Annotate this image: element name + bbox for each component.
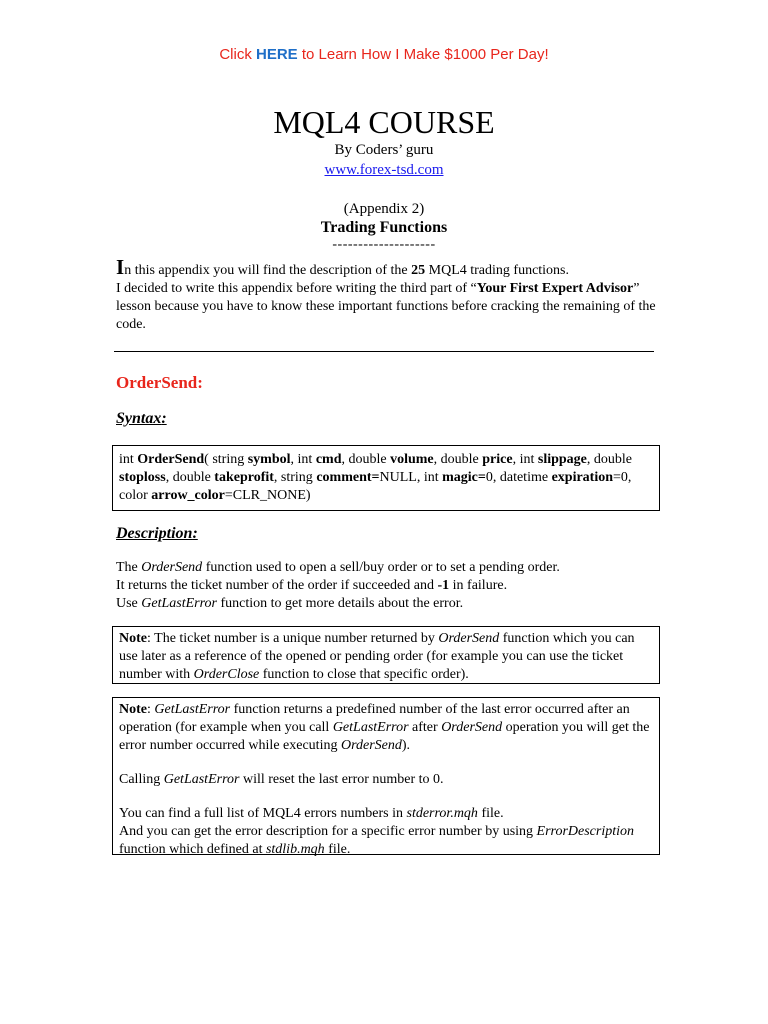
syntax-param: takeprofit: [214, 470, 274, 485]
note-text: function which defined at: [119, 842, 266, 857]
syntax-text: int: [119, 452, 138, 467]
desc-text: function to get more details about the error.: [217, 596, 464, 611]
promo-banner[interactable]: [0, 46, 768, 63]
syntax-text: =CLR_NONE): [224, 488, 311, 503]
note-paragraph: [119, 805, 653, 859]
syntax-text: , double: [165, 470, 215, 485]
description-heading: [116, 525, 198, 543]
description-heading-text: Description: [116, 525, 193, 542]
syntax-param: magic=: [442, 470, 486, 485]
note-file-ref: stderror.mqh: [406, 806, 478, 821]
note-text: file.: [324, 842, 351, 857]
desc-text: in failure.: [449, 578, 508, 593]
promo-suffix: to Learn How I Make $1000 Per Day!: [297, 46, 549, 63]
description-heading-colon: :: [192, 525, 198, 542]
syntax-text: ( string: [204, 452, 248, 467]
note-text: after: [408, 720, 442, 735]
note-text: file.: [477, 806, 504, 821]
note-text: Calling: [119, 772, 164, 787]
note-code-ref: OrderSend: [340, 738, 402, 753]
note-paragraph: [119, 771, 653, 789]
note-box-ticket: [112, 626, 660, 684]
note-code-ref: ErrorDescription: [536, 824, 635, 839]
syntax-param: price: [482, 452, 513, 467]
syntax-param: symbol: [247, 452, 291, 467]
intro-lesson-title: Your First Expert Advisor: [476, 281, 634, 296]
syntax-param: stoploss: [119, 470, 166, 485]
note-box-errors: [112, 697, 660, 855]
note-code-ref: OrderSend: [438, 631, 500, 646]
site-link[interactable]: www.forex-tsd.com: [324, 162, 444, 178]
intro-text: I decided to write this appendix before writing the third part of “: [116, 281, 477, 296]
horizontal-rule: [114, 351, 654, 352]
syntax-box: [112, 445, 660, 511]
syntax-heading-text: Syntax: [116, 410, 162, 427]
syntax-param: volume: [390, 452, 434, 467]
byline: By Coders’ guru: [334, 142, 434, 158]
note-file-ref: stdlib.mqh: [265, 842, 325, 857]
syntax-param: comment=: [316, 470, 380, 485]
note-label: Note: [119, 631, 147, 646]
intro-text: MQL4 trading functions.: [425, 263, 570, 278]
note-text: : The ticket number is a unique number returned by: [147, 631, 439, 646]
syntax-text: , string: [273, 470, 317, 485]
promo-prefix: Click: [219, 46, 256, 63]
syntax-param: expiration: [551, 470, 614, 485]
function-title: OrderSend:: [116, 373, 203, 392]
note-paragraph: [119, 701, 653, 755]
syntax-param: arrow_color: [151, 488, 225, 503]
desc-text: Use: [116, 596, 142, 611]
note-text: You can find a full list of MQL4 errors numbers in: [119, 806, 407, 821]
intro-count: 25: [411, 263, 426, 278]
drop-cap: I: [116, 255, 125, 279]
desc-code-ref: OrderSend: [141, 560, 203, 575]
section-subtitle: Trading Functions: [320, 219, 448, 236]
promo-here-link[interactable]: HERE: [256, 46, 298, 63]
syntax-text: , int: [512, 452, 538, 467]
note-text: And you can get the error description for a specific error number by using: [119, 824, 537, 839]
note-text: function returns a predefined number of the last error occurred after an operation (for example when you call: [119, 702, 630, 735]
note-text: :: [147, 702, 155, 717]
intro-paragraph: [116, 255, 656, 334]
intro-text: ” lesson because you have to know these important functions before cracking the remaining of the code.: [116, 281, 656, 332]
intro-text: n this appendix you will find the description of the: [124, 263, 412, 278]
appendix-label: (Appendix 2): [343, 201, 425, 217]
note-text: function to close that specific order).: [259, 667, 469, 682]
note-text: will reset the last error number to 0.: [239, 772, 444, 787]
description-paragraph: [116, 559, 656, 613]
syntax-param: slippage: [537, 452, 587, 467]
dash-divider: --------------------: [332, 237, 436, 252]
syntax-function: OrderSend: [137, 452, 205, 467]
syntax-text: , double: [586, 452, 632, 467]
desc-code-ref: GetLastError: [141, 596, 217, 611]
desc-text: It returns the ticket number of the order if succeeded and: [116, 578, 438, 593]
desc-text: The: [116, 560, 142, 575]
note-code-ref: OrderClose: [193, 667, 260, 682]
syntax-param: cmd: [315, 452, 342, 467]
note-text: operation you will get the error number occurred while executing: [119, 720, 650, 753]
syntax-heading-colon: :: [161, 410, 167, 427]
syntax-text: =0, color: [119, 470, 632, 503]
syntax-text: , double: [341, 452, 391, 467]
note-text: function which you can use later as a reference of the opened or pending order (for example you can use the ticket number with: [119, 631, 635, 682]
note-label: Note: [119, 702, 147, 717]
syntax-text: NULL, int: [379, 470, 443, 485]
syntax-text: , double: [433, 452, 483, 467]
page-title: MQL4 COURSE: [273, 104, 495, 140]
note-text: ).: [401, 738, 411, 753]
note-code-ref: OrderSend: [441, 720, 503, 735]
syntax-text: , int: [290, 452, 316, 467]
syntax-text: 0, datetime: [485, 470, 552, 485]
desc-text: function used to open a sell/buy order or to set a pending order.: [202, 560, 560, 575]
desc-failure-value: -1: [437, 578, 450, 593]
syntax-heading: [116, 410, 167, 428]
note-code-ref: GetLastError: [154, 702, 231, 717]
note-code-ref: GetLastError: [332, 720, 409, 735]
note-code-ref: GetLastError: [163, 772, 240, 787]
